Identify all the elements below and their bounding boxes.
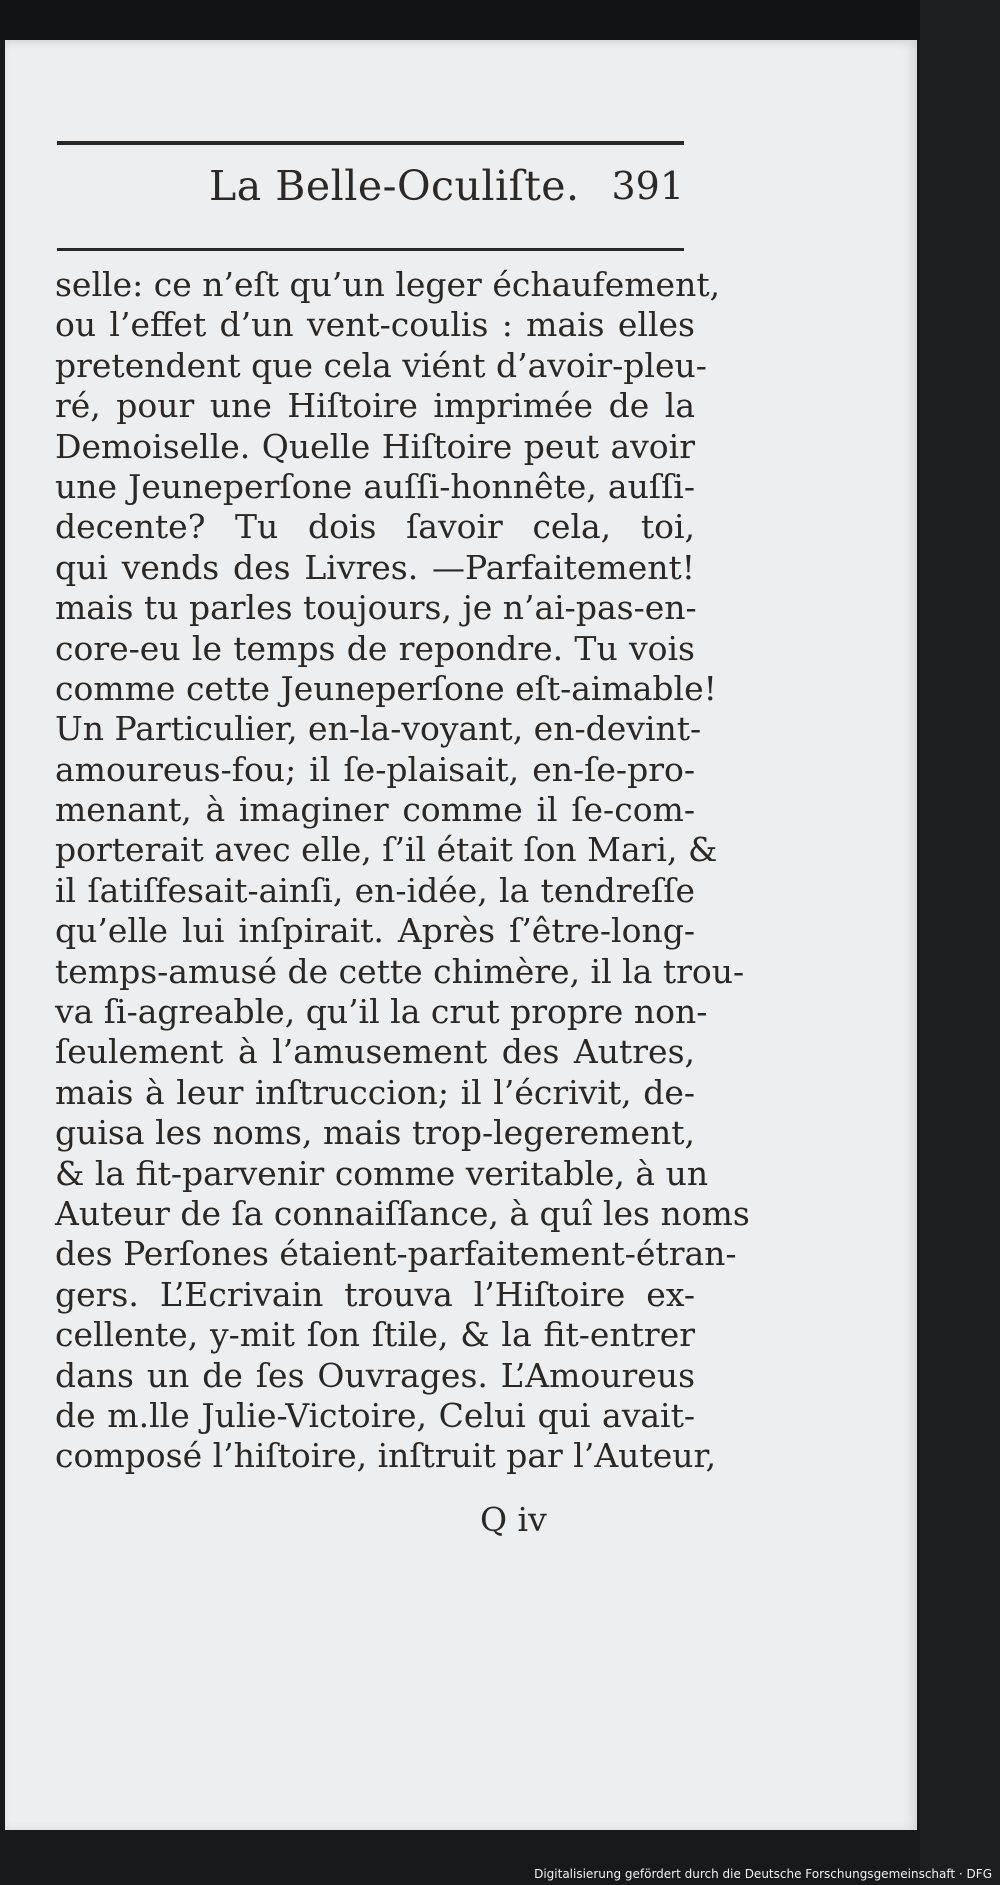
text-line: va ſi-agreable, qu’il la crut propre non- [55, 992, 708, 1032]
text-line: Demoiselle. Quelle Hiſtoire peut avoir [55, 426, 695, 466]
text-line: selle: ce n’eſt qu’un leger échaufement, [55, 265, 721, 304]
text-line: gers. L’Ecrivain trouva l’Hiſtoire ex- [55, 1274, 695, 1314]
page-number: 391 [611, 164, 684, 208]
text-line: des Perſones étaient-parfaitement-étran- [55, 1234, 737, 1274]
text-line: porterait avec elle, ſ’il était ſon Mari, & [55, 830, 718, 870]
header-bottom-rule [57, 248, 684, 251]
text-line: menant, à imaginer comme il ſe-com- [55, 790, 695, 830]
text-line: mais à leur inſtruccion; il l’écrivit, de- [55, 1072, 695, 1112]
text-line: ſeulement à l’amusement des Autres, [55, 1032, 695, 1072]
running-title: La Belle-Oculiſte. [209, 162, 580, 210]
text-line: une Jeuneperſone auſſi-honnête, auſſi- [55, 466, 695, 506]
scan-right-margin [920, 0, 1000, 1885]
digitization-credit: Digitalisierung gefördert durch die Deutsche Forschungsgemeinschaft · DFG [534, 1867, 992, 1881]
scan-top-margin [0, 0, 1000, 40]
text-line: composé l’hiſtoire, inſtruit par l’Auteur, [55, 1436, 717, 1476]
text-line: amoureus-fou; il ſe-plaisait, en-ſe-pro- [55, 749, 695, 789]
header-top-rule [57, 141, 684, 145]
text-line: guisa les noms, mais trop-legerement, [55, 1113, 695, 1153]
text-line: core-eu le temps de repondre. Tu vois [55, 628, 695, 668]
signature-mark: Q iv [480, 1500, 547, 1539]
text-line: temps-amusé de cette chimère, il la trou- [55, 951, 745, 991]
text-line: mais tu parles toujours, je n’ai-pas-en- [55, 588, 697, 628]
text-line: cellente, y-mit ſon ſtile, & la fit-entrer [55, 1315, 695, 1355]
text-line: ou l’effet d’un vent-coulis : mais elles [55, 305, 695, 345]
text-line: qu’elle lui inſpirait. Après ſ’être-long- [55, 911, 695, 951]
text-line: comme cette Jeuneperſone eſt-aimable! [55, 668, 717, 708]
running-header [57, 150, 684, 230]
text-line: decente? Tu dois ſavoir cela, toi, [55, 507, 695, 547]
body-text [55, 265, 750, 1477]
text-line: Un Particulier, en-la-voyant, en-devint- [55, 709, 702, 749]
text-line: Auteur de ſa connaiſſance, à quî les noms [55, 1193, 750, 1233]
text-line: qui vends des Livres. —Parfaitement! [55, 547, 695, 587]
text-line: ré, pour une Hiſtoire imprimée de la [55, 386, 695, 426]
text-line: dans un de ſes Ouvrages. L’Amoureus [55, 1355, 695, 1395]
text-line: il ſatiſfesait-ainſi, en-idée, la tendreſſe [55, 870, 695, 910]
text-line: de m.lle Julie-Victoire, Celui qui avait- [55, 1395, 695, 1435]
text-line: & la fit-parvenir comme veritable, à un [55, 1153, 709, 1193]
text-line: pretendent que cela viént d’avoir-pleu- [55, 345, 707, 385]
